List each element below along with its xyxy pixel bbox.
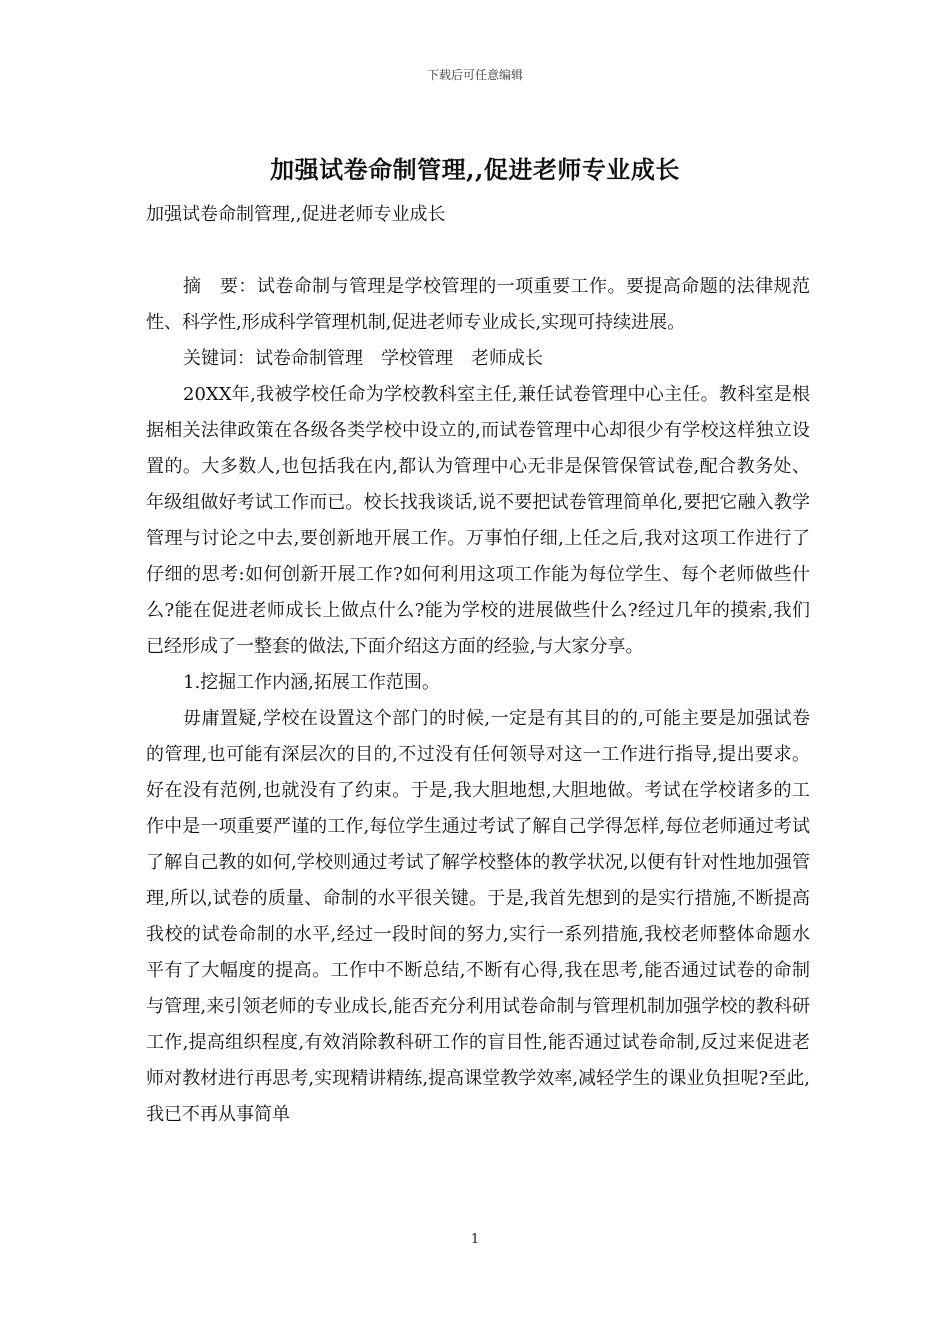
document-title: 加强试卷命制管理,,促进老师专业成长 bbox=[270, 155, 680, 184]
body-paragraph: 毋庸置疑,学校在设置这个部门的时候,一定是有其目的的,可能主要是加强试卷的管理,也可能有深层次的目的,不过没有任何领导对这一工作进行指导,提出要求。好在没有范例,也就没有了约束。于是,我大胆地想,大胆地做。考试在学校诸多的工作中是一项重要严谨的工作,每位学生通过考试了解自己学得怎样,每位老师通过考试了解自己教的如何,学校则通过考试了解学校整体的教学状况,以便有针对性地加强管理,所以,试卷的质量、命制的水平很关键。于是,我首先想到的是实行措施,不断提高我校的试卷命制的水平,经过一段时间的努力,实行一系列措施,我校老师整体命题水平有了大幅度的提高。工作中不断总结,不断有心得,我在思考,能否通过试卷的命制与管理,来引领老师的专业成长,能否充分利用试卷命制与管理机制加强学校的教科研工作,提高组织程度,有效消除教科研工作的盲目性,能否通过试卷命制,反过来促进老师对教材进行再思考,实现精讲精练,提高课堂教学效率,减轻学生的课业负担呢?至此,我已不再从事简单 bbox=[146, 708, 810, 1125]
section-heading: 1.挖掘工作内涵,拓展工作范围。 bbox=[183, 672, 440, 693]
body-paragraph: 20XX年,我被学校任命为学校教科室主任,兼任试卷管理中心主任。教科室是根据相关法律政策在各级各类学校中设立的,而试卷管理中心却很少有学校这样独立设置的。大多数人,也包括我在内,都认为管理中心无非是保管保管试卷,配合教务处、年级组做好考试工作而已。校长找我谈话,说不要把试卷管理简单化,要把它融入教学管理与讨论之中去,要创新地开展工作。万事怕仔细,上任之后,我对这项工作进行了仔细的思考:如何创新开展工作?如何利用这项工作能为每位学生、每个老师做些什么?能在促进老师成长上做点什么?能为学校的进展做些什么?经过几年的摸索,我们已经形成了一整套的做法,下面介绍这方面的经验,与大家分享。 bbox=[146, 384, 810, 657]
header-note: 下载后可任意编辑 bbox=[426, 68, 523, 82]
abstract-paragraph: 摘 要：试卷命制与管理是学校管理的一项重要工作。要提高命题的法律规范性、科学性,形成科学管理机制,促进老师专业成长,实现可持续进展。 bbox=[146, 276, 810, 333]
document-subtitle: 加强试卷命制管理,,促进老师专业成长 bbox=[146, 204, 446, 225]
document-body bbox=[146, 197, 810, 1133]
keywords-paragraph: 关键词：试卷命制管理 学校管理 老师成长 bbox=[183, 348, 543, 369]
page-number: 1 bbox=[470, 1232, 480, 1247]
